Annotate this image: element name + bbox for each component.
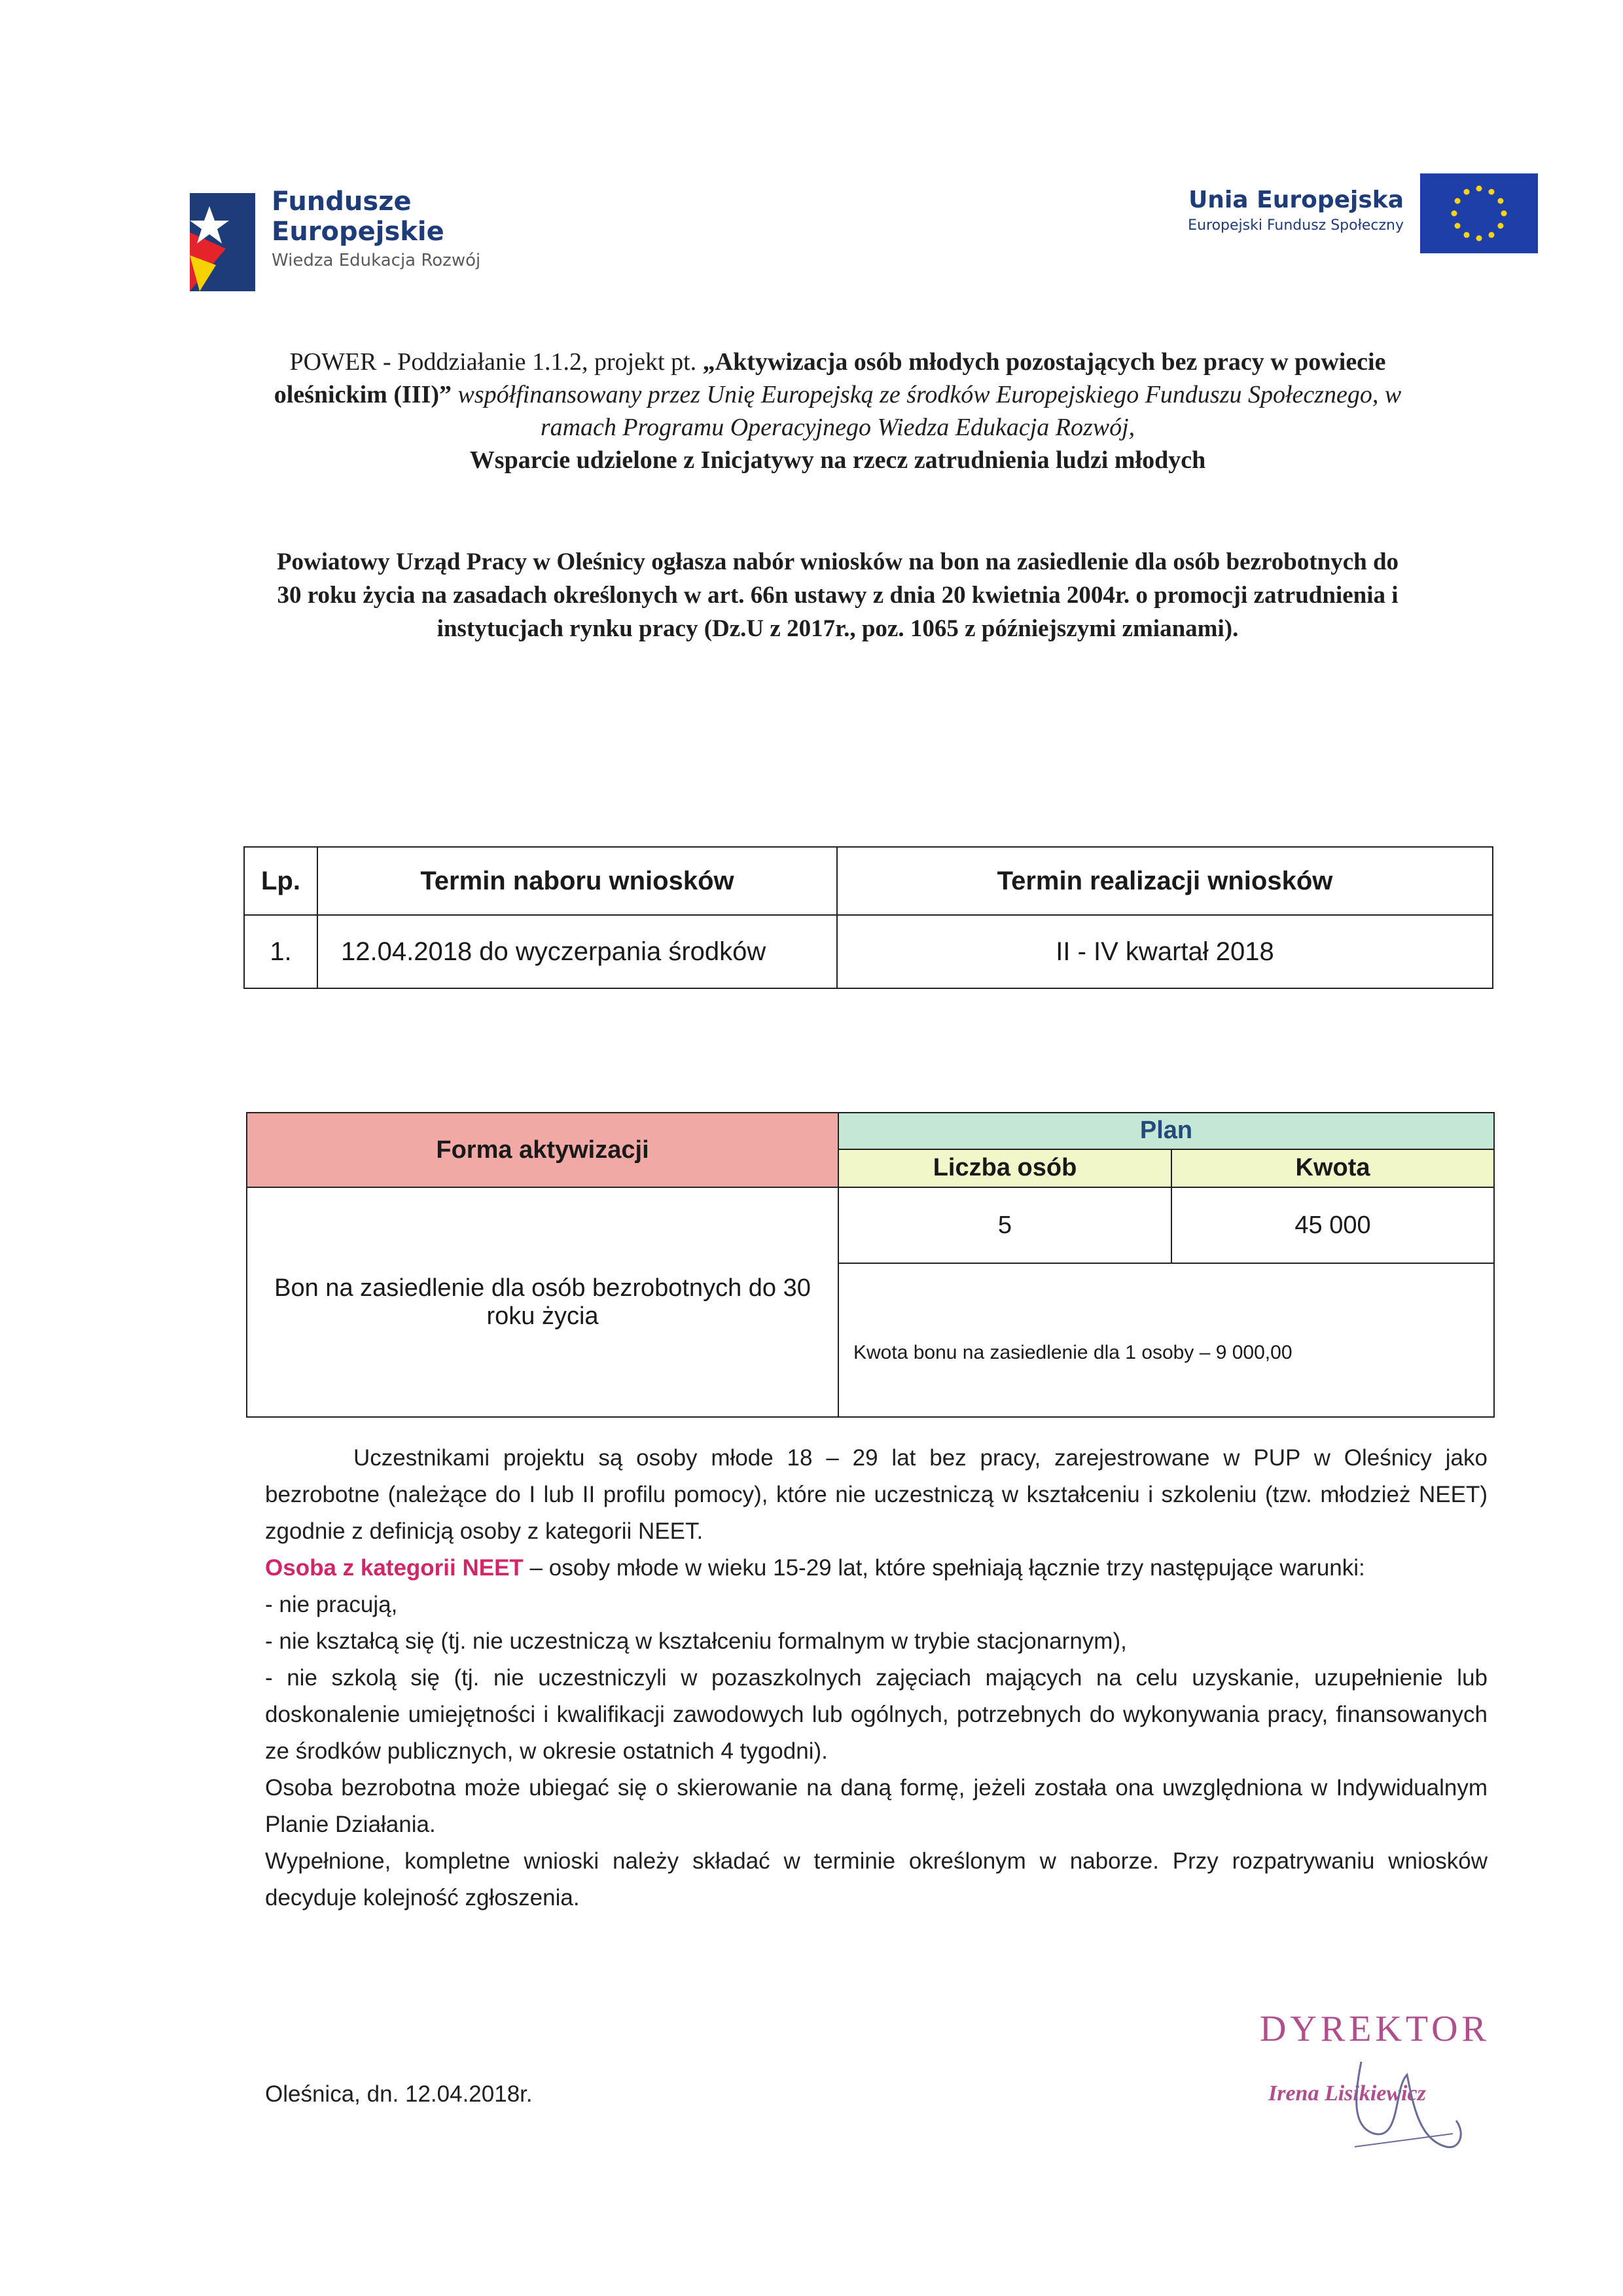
fe-logo-line3: Wiedza Edukacja Rozwój [272, 251, 481, 270]
fe-logo-line1: Fundusze [272, 187, 412, 217]
eu-star-icon [1489, 189, 1495, 195]
eu-star-icon [1452, 211, 1457, 217]
fundusze-europejskie-logo [190, 187, 543, 304]
list-item: - nie szkolą się (tj. nie uczestniczyli w pozaszkolnych zajęciach mających na celu uzyskanie, uzupełnienie lub doskonalenie umiejętności i kwalifikacji zawodowych lub ogólnych, potrzebnych do wykonywania pracy, finansowanych ze środków publicznych, w okresie ostatnich 4 tygodni). [265, 1665, 1488, 1764]
cell-termin-naboru: 12.04.2018 do wyczerpania środków [317, 915, 837, 988]
eu-logo-line2: Europejski Fundusz Społeczny [1188, 217, 1404, 234]
table-header-row [244, 847, 1493, 915]
plan-table [246, 1112, 1495, 1418]
cell-lp: 1. [244, 915, 317, 988]
column-header-liczba: Liczba osób [838, 1149, 1171, 1187]
cell-kwota-value: 45 000 [1171, 1187, 1494, 1263]
paragraph-submission: Wypełnione, kompletne wnioski należy składać w terminie określonym w naborze. Przy rozpatrywaniu wniosków decyduje kolejność zgłoszenia. [265, 1848, 1488, 1910]
column-header-kwota: Kwota [1171, 1149, 1494, 1187]
column-header-forma: Forma aktywizacji [247, 1113, 838, 1187]
eu-star-icon [1455, 223, 1461, 229]
neet-definition: – osoby młode w wieku 15-29 lat, które spełniają łącznie trzy następujące warunki: [523, 1555, 1365, 1581]
eu-star-icon [1476, 236, 1482, 242]
cell-termin-realizacji: II - IV kwartał 2018 [837, 915, 1493, 988]
cell-liczba-value: 5 [838, 1187, 1171, 1263]
eu-star-icon [1476, 186, 1482, 192]
stamp-name: Irena Lisikiewicz [1268, 2081, 1426, 2106]
signature-icon [1335, 2036, 1479, 2160]
neet-label: Osoba z kategorii NEET [265, 1555, 524, 1581]
stamp-title: DYREKTOR [1260, 2009, 1490, 2049]
cell-forma-value: Bon na zasiedlenie dla osób bezrobotnych do 30 roku życia [247, 1187, 838, 1417]
announcement: Powiatowy Urząd Pracy w Oleśnicy ogłasza nabór wniosków na bon na zasiedlenie dla osób bezrobotnych do 30 roku życia na zasadach określonych w art. 66n ustawy z dnia 20 kwietnia 2004r. o promocji zatrudnienia i instytucjach rynku pracy (Dz.U z 2017r., poz. 1065 z późniejszymi zmianami). [276, 548, 1399, 642]
table-row [244, 915, 1493, 988]
unia-europejska-logo [1067, 173, 1538, 255]
intro-cofinancing: współfinansowany przez Unię Europejską ze środków Europejskiego Funduszu Społecznego, w ramach Programu Operacyjnego Wiedza Edukacja Rozwój, [452, 381, 1402, 441]
eu-star-icon [1489, 232, 1495, 238]
list-item: - nie kształcą się (tj. nie uczestniczą w kształceniu formalnym w trybie stacjonarnym), [265, 1628, 1127, 1654]
intro-prefix: POWER - Poddziałanie 1.1.2, projekt pt. [289, 348, 703, 376]
project-intro [249, 346, 1427, 476]
column-header-termin-naboru: Termin naboru wniosków [317, 847, 837, 915]
eu-star-icon [1501, 211, 1507, 217]
schedule-table [243, 846, 1493, 989]
fundusze-europejskie-mark-icon [190, 193, 255, 291]
eu-flag-icon [1420, 173, 1538, 253]
eu-star-icon [1464, 189, 1470, 195]
eu-star-icon [1497, 223, 1503, 229]
column-header-lp: Lp. [244, 847, 317, 915]
list-item: - nie pracują, [265, 1592, 398, 1617]
intro-support-note: Wsparcie udzielone z Inicjatywy na rzecz zatrudnienia ludzi młodych [469, 446, 1206, 474]
paragraph-eligibility: Osoba bezrobotna może ubiegać się o skierowanie na daną formę, jeżeli została ona uwzględniona w Indywidualnym Planie Działania. [265, 1775, 1488, 1837]
city-date: Oleśnica, dn. 12.04.2018r. [265, 2081, 533, 2107]
paragraph-participants: Uczestnikami projektu są osoby młode 18 – 29 lat bez pracy, zarejestrowane w PUP w Oleśnicy jako bezrobotne (należące do I lub II profilu pomocy), które nie uczestniczą w kształceniu i szkoleniu (tzw. młodzież NEET) zgodnie z definicją osoby z kategorii NEET. [265, 1445, 1488, 1544]
eu-logo-line1: Unia Europejska [1188, 187, 1404, 213]
column-header-plan: Plan [838, 1113, 1494, 1149]
fe-logo-line2: Europejskie [272, 217, 444, 247]
eu-star-icon [1497, 198, 1503, 204]
eu-star-icon [1464, 232, 1470, 238]
intro-project-title: „Aktywizacja osób młodych pozostających bez pracy w powiecie oleśnickim (III)” [274, 348, 1386, 408]
eu-star-icon [1455, 198, 1461, 204]
paragraph-neet [265, 1550, 1488, 1587]
body-text [265, 1440, 1488, 1916]
column-header-termin-realizacji: Termin realizacji wniosków [837, 847, 1493, 915]
cell-kwota-note: Kwota bonu na zasiedlenie dla 1 osoby – 9 000,00 [838, 1263, 1494, 1417]
